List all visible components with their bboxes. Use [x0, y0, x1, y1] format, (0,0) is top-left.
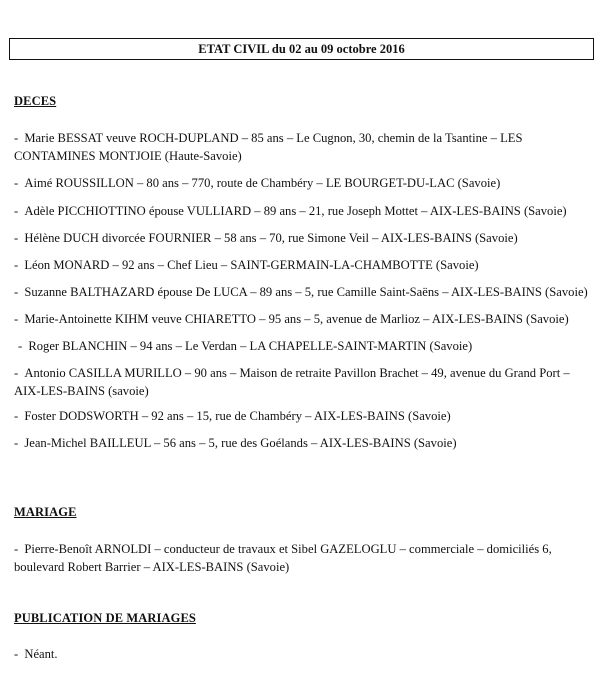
entry-dash: - — [14, 285, 22, 299]
entry-dash: - — [14, 436, 22, 450]
deces-entry-text: Foster DODSWORTH – 92 ans – 15, rue de Chambéry – AIX-LES-BAINS (Savoie) — [24, 409, 451, 423]
entry-dash: - — [14, 366, 22, 380]
deces-entry-text: Adèle PICCHIOTTINO épouse VULLIARD – 89 ans – 21, rue Joseph Mottet – AIX-LES-BAINS (Savoie) — [24, 204, 567, 218]
entry-dash: - — [14, 131, 22, 145]
deces-entry-text: Antonio CASILLA MURILLO – 90 ans – Maison de retraite Pavillon Brachet – 49, avenue du Grand Port – AIX-LES-BAINS (savoie) — [14, 366, 570, 398]
deces-entry — [14, 230, 594, 248]
deces-entry — [14, 257, 594, 275]
publication-entry-text: Néant. — [24, 647, 58, 661]
deces-entry-text: Hélène DUCH divorcée FOURNIER – 58 ans – 70, rue Simone Veil – AIX-LES-BAINS (Savoie) — [24, 231, 518, 245]
deces-entry — [14, 311, 594, 329]
mariage-entry — [14, 541, 594, 576]
publication-entry — [14, 646, 594, 664]
publication-heading: PUBLICATION DE MARIAGES — [14, 611, 196, 625]
deces-entry — [18, 338, 598, 356]
deces-entry — [14, 203, 594, 221]
entry-dash: - — [14, 258, 22, 272]
entry-dash: - — [14, 312, 22, 326]
deces-entry-text: Aimé ROUSSILLON – 80 ans – 770, route de Chambéry – LE BOURGET-DU-LAC (Savoie) — [24, 176, 501, 190]
entry-dash: - — [14, 231, 22, 245]
deces-entry-text: Léon MONARD – 92 ans – Chef Lieu – SAINT-GERMAIN-LA-CHAMBOTTE (Savoie) — [24, 258, 479, 272]
entry-dash: - — [18, 339, 26, 353]
deces-entry — [14, 365, 594, 400]
deces-entry — [14, 130, 594, 165]
deces-entry — [14, 408, 594, 426]
deces-entry — [14, 284, 594, 302]
entry-dash: - — [14, 542, 22, 556]
entry-dash: - — [14, 409, 22, 423]
entry-dash: - — [14, 204, 22, 218]
deces-heading: DECES — [14, 94, 57, 108]
page-title: ETAT CIVIL du 02 au 09 octobre 2016 — [9, 38, 594, 60]
deces-entry-text: Marie BESSAT veuve ROCH-DUPLAND – 85 ans – Le Cugnon, 30, chemin de la Tsantine – LES CONTAMINES MONTJOIE (Haute-Savoie) — [14, 131, 523, 163]
deces-entry-text: Jean-Michel BAILLEUL – 56 ans – 5, rue des Goélands – AIX-LES-BAINS (Savoie) — [24, 436, 457, 450]
entry-dash: - — [14, 176, 22, 190]
deces-entry-text: Roger BLANCHIN – 94 ans – Le Verdan – LA CHAPELLE-SAINT-MARTIN (Savoie) — [28, 339, 473, 353]
deces-entry — [14, 435, 594, 453]
deces-entry-text: Suzanne BALTHAZARD épouse De LUCA – 89 ans – 5, rue Camille Saint-Saëns – AIX-LES-BAINS (Savoie) — [24, 285, 588, 299]
entry-dash: - — [14, 647, 22, 661]
mariage-heading: MARIAGE — [14, 505, 77, 519]
mariage-entry-text: Pierre-Benoît ARNOLDI – conducteur de travaux et Sibel GAZELOGLU – commerciale – domiciliés 6, boulevard Robert Barrier – AIX-LES-BAINS (Savoie) — [14, 542, 552, 574]
deces-entry-text: Marie-Antoinette KIHM veuve CHIARETTO – 95 ans – 5, avenue de Marlioz – AIX-LES-BAINS (Savoie) — [24, 312, 569, 326]
deces-entry — [14, 175, 594, 193]
